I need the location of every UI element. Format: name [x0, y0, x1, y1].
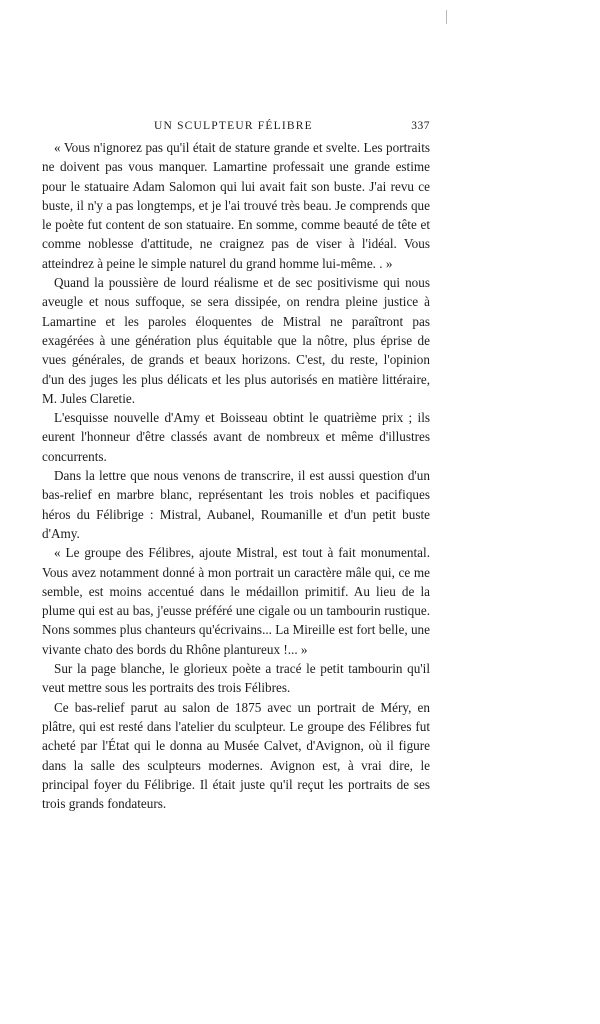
paragraph-groupe-felibres: « Le groupe des Félibres, ajoute Mistral, est tout à fait monumental. Vous avez notamment donné à mon portrait un caractère mâle qui, ce me semble, est moins accentué dans le médaillon primitif. Au lieu de la plume qui est au bas, j'eusse préféré une cigale ou un tambourin rustique. Nons sommes plus chanteurs qu'écrivains... La Mireille est fort belle, une vivante chato des bords du Rhône plantureux !... »	[42, 545, 430, 657]
paragraph-bas-relief: Dans la lettre que nous venons de transcrire, il est aussi question d'un bas-relief en marbre blanc, représentant les trois nobles et pacifiques héros du Félibrige : Mistral, Aubanel, Roumanille et d'un petit buste d'Amy.	[42, 468, 430, 541]
running-title: UN SCULPTEUR FÉLIBRE	[154, 120, 313, 132]
paragraph-salon-1875: Ce bas-relief parut au salon de 1875 avec un portrait de Méry, en plâtre, qui est resté dans l'atelier du sculpteur. Le groupe des Félibres fut acheté par l'État qui le donna au Musée Calvet, d'Avignon, où il figure dans la salle des sculpteurs modernes. Avignon est, à vrai dire, le principal foyer du Félibrige. Il était juste qu'il reçut les portraits de ses trois grands fondateurs.	[42, 699, 430, 812]
page-number: 337	[411, 120, 430, 132]
running-head	[42, 118, 430, 138]
paragraph-tambourin: Sur la page blanche, le glorieux poète a tracé le petit tambourin qu'il veut mettre sous les portraits des trois Félibres.	[42, 661, 430, 696]
margin-mark	[446, 10, 447, 24]
paragraph-lamartine-letter: « Vous n'ignorez pas qu'il était de stature grande et svelte. Les portraits ne doivent pas vous manquer. Lamartine professait une grande estime pour le statuaire Adam Salomon qui lui avait fait son buste. J'ai revu ce buste, il n'y a pas longtemps, et je l'ai trouvé très beau. Je comprends que le poète fut content de son statuaire. En somme, comme beauté de tête et comme noblesse d'attitude, ne craignez pas de viser à l'idéal. Vous atteindrez à peine le simple naturel du grand homme lui-même. . »	[42, 140, 430, 271]
paragraph-realism: Quand la poussière de lourd réalisme et de sec positivisme qui nous aveugle et nous suffoque, se sera dissipée, on rendra pleine justice à Lamartine et les paroles éloquentes de Mistral ne paraîtront pas exagérées à une génération plus équitable que la nôtre, plus éprise de vues générales, de grands et beaux horizons. C'est, du reste, l'opinion d'un des juges les plus délicats et les plus autorisés en matière littéraire, M. Jules Claretie.	[42, 275, 430, 406]
paragraph-esquisse: L'esquisse nouvelle d'Amy et Boisseau obtint le quatrième prix ; ils eurent l'honneur d'être classés avant de nombreux et même d'illustres concurrents.	[42, 410, 430, 464]
book-page	[42, 118, 430, 813]
